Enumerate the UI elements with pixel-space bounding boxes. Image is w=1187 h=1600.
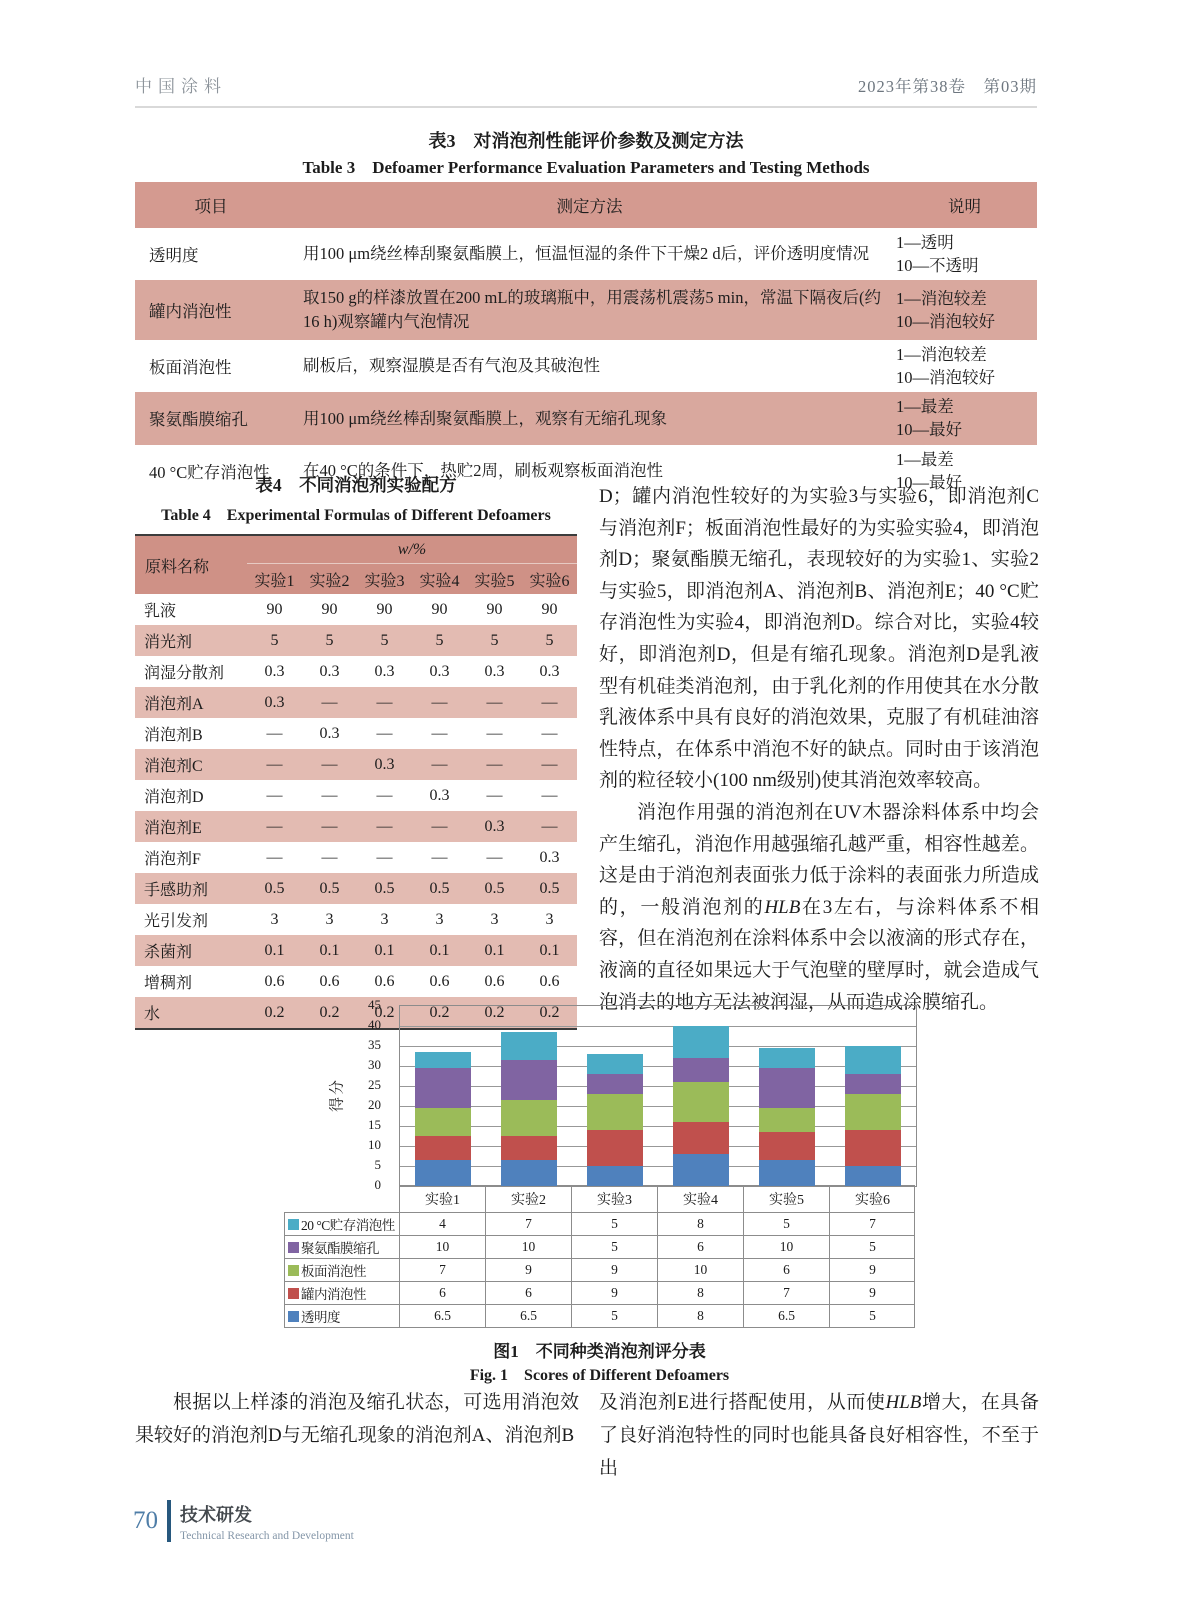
value-cell: 0.2	[484, 1003, 505, 1021]
value-cell: 0.5	[429, 879, 450, 897]
gridline	[400, 1086, 916, 1087]
value-cell: —	[376, 786, 393, 804]
material-name-cell: 润湿分散剂	[144, 665, 225, 682]
issue-info: 2023年第38卷 第03期	[858, 77, 1037, 96]
value-cell: 0.6	[539, 972, 560, 990]
value-cell: —	[541, 786, 558, 804]
article-paragraph	[599, 1386, 1039, 1485]
table4-row	[135, 904, 577, 935]
note-line: 1—消泡较差	[896, 345, 987, 365]
y-axis-title: 得分	[329, 1077, 346, 1113]
value-cell: 0.5	[319, 879, 340, 897]
value-cell: 0.3	[539, 662, 560, 680]
value-cell: —	[486, 724, 503, 742]
weight-percent-header: w/%	[247, 535, 577, 564]
material-name-cell: 乳液	[144, 603, 177, 620]
value-cell: —	[266, 755, 283, 773]
legend-label: 透明度	[284, 1304, 399, 1327]
figure-caption-en: Fig. 1 Scores of Different Defoamers	[469, 1367, 730, 1384]
material-name-cell: 消泡剂D	[144, 789, 204, 806]
chart-column-header: 实验6	[829, 1185, 915, 1212]
value-cell: 3	[325, 910, 334, 928]
table3-title-en: Table 3 Defoamer Performance Evaluation Parameters and Testing Methods	[302, 158, 870, 177]
material-name-cell: 增稠剂	[144, 975, 193, 992]
value-cell: 0.1	[264, 941, 285, 959]
article-paragraph	[135, 1386, 579, 1452]
chart-value-cell: 5	[829, 1235, 915, 1258]
value-cell: —	[266, 848, 283, 866]
raw-material-header: 原料名称	[135, 535, 247, 594]
value-cell: 0.3	[319, 662, 340, 680]
page-footer	[133, 1500, 354, 1542]
note-line: 10—最好	[896, 420, 962, 440]
value-cell: 0.6	[264, 972, 285, 990]
value-cell: 0.1	[539, 941, 560, 959]
chart-value-cell: 10	[743, 1235, 829, 1258]
value-cell: 3	[380, 910, 389, 928]
y-tick-label: 0	[374, 1177, 381, 1192]
value-cell: 0.3	[429, 662, 450, 680]
legend-swatch	[288, 1265, 299, 1276]
article-bottom-left	[135, 1386, 579, 1452]
material-name-cell: 消泡剂F	[144, 851, 201, 868]
note-line: 10—消泡较好	[896, 368, 995, 388]
note-cell	[892, 392, 1037, 444]
value-cell: 0.6	[484, 972, 505, 990]
table4-row	[135, 966, 577, 997]
y-tick-label: 25	[368, 1077, 381, 1092]
item-cell: 40 °C贮存消泡性	[149, 462, 270, 482]
bar-segment	[759, 1048, 815, 1068]
bar-segment	[501, 1136, 557, 1160]
material-name-cell: 消泡剂E	[144, 820, 202, 837]
bar-segment	[845, 1130, 901, 1166]
bar-segment	[673, 1058, 729, 1082]
value-cell: 3	[435, 910, 444, 928]
page-header	[135, 72, 1037, 108]
chart-value-cell: 4	[399, 1212, 485, 1235]
value-cell: —	[376, 817, 393, 835]
gridline	[400, 1066, 916, 1067]
material-name-cell: 光引发剂	[144, 913, 209, 930]
table4-row	[135, 594, 577, 625]
bar-segment	[415, 1136, 471, 1160]
chart-value-cell: 6.5	[743, 1304, 829, 1327]
y-tick-label: 15	[368, 1117, 381, 1132]
value-cell: 90	[376, 600, 393, 618]
page-number: 70	[133, 1507, 158, 1534]
gridline	[400, 1026, 916, 1027]
value-cell: 0.3	[374, 755, 395, 773]
experiment-header: 实验3	[357, 564, 412, 595]
footer-section	[180, 1501, 354, 1542]
material-name-cell: 水	[144, 1006, 161, 1023]
value-cell: 5	[435, 631, 444, 649]
legend-label: 板面消泡性	[284, 1258, 399, 1281]
gridline	[400, 1126, 916, 1127]
table4	[135, 534, 577, 1030]
value-cell: —	[321, 693, 338, 711]
chart-value-cell: 9	[571, 1281, 657, 1304]
value-cell: 0.2	[319, 1003, 340, 1021]
bar-segment	[759, 1068, 815, 1108]
chart-value-cell: 10	[399, 1235, 485, 1258]
legend-label: 罐内消泡性	[284, 1281, 399, 1304]
journal-name: 中国涂料	[135, 77, 227, 96]
table4-title-cn: 表4 不同消泡剂实验配方	[255, 475, 457, 495]
value-cell: —	[321, 786, 338, 804]
method-cell: 用100 μm绕丝棒刮聚氨酯膜上，恒温恒湿的条件下干燥2 d后，评价透明度情况	[303, 244, 870, 264]
chart-column-header: 实验1	[399, 1185, 485, 1212]
value-cell: —	[321, 817, 338, 835]
item-cell: 板面消泡性	[149, 358, 232, 378]
y-tick-label: 20	[368, 1097, 381, 1112]
value-cell: —	[321, 755, 338, 773]
bar-segment	[501, 1160, 557, 1186]
chart-column-header: 实验2	[485, 1185, 571, 1212]
bar-segment	[501, 1032, 557, 1060]
chart-value-cell: 7	[399, 1258, 485, 1281]
material-name-cell: 消泡剂A	[144, 696, 204, 713]
value-cell: —	[486, 786, 503, 804]
table3-header-item: 项目	[135, 182, 287, 228]
section-title-en: Technical Research and Development	[180, 1529, 354, 1542]
bar-segment	[845, 1166, 901, 1186]
value-cell: 0.6	[374, 972, 395, 990]
bar-segment	[501, 1060, 557, 1100]
value-cell: 0.3	[484, 662, 505, 680]
value-cell: 0.3	[429, 786, 450, 804]
value-cell: 5	[545, 631, 554, 649]
value-cell: 0.3	[539, 848, 560, 866]
value-cell: 5	[490, 631, 499, 649]
bar-segment	[673, 1154, 729, 1186]
value-cell: —	[486, 693, 503, 711]
value-cell: 5	[325, 631, 334, 649]
y-tick-label: 30	[368, 1057, 381, 1072]
chart-value-cell: 7	[485, 1212, 571, 1235]
chart-value-cell: 10	[657, 1258, 743, 1281]
table4-row	[135, 780, 577, 811]
chart-value-cell: 6	[485, 1281, 571, 1304]
value-cell: 3	[270, 910, 279, 928]
value-cell: —	[541, 817, 558, 835]
bar-segment	[673, 1082, 729, 1122]
value-cell: —	[486, 755, 503, 773]
item-cell: 透明度	[149, 246, 199, 266]
note-line: 10—消泡较好	[896, 312, 995, 332]
figure-caption-cn: 图1 不同种类消泡剂评分表	[493, 1342, 706, 1361]
note-line: 10—不透明	[896, 256, 979, 276]
chart-value-cell: 8	[657, 1304, 743, 1327]
legend-swatch	[288, 1288, 299, 1299]
note-line: 1—最差	[896, 397, 954, 417]
table4-row	[135, 749, 577, 780]
figure-1	[284, 997, 915, 1328]
value-cell: 0.1	[429, 941, 450, 959]
table4-title-en: Table 4 Experimental Formulas of Different Defoamers	[161, 507, 551, 524]
bar-segment	[415, 1068, 471, 1108]
value-cell: —	[266, 817, 283, 835]
bar-segment	[587, 1074, 643, 1094]
value-cell: —	[431, 724, 448, 742]
value-cell: —	[541, 755, 558, 773]
chart-value-cell: 5	[571, 1304, 657, 1327]
experiment-header: 实验1	[247, 564, 302, 595]
value-cell: 0.2	[539, 1003, 560, 1021]
paragraph-text: 及消泡剂E进行搭配使用，从而使	[599, 1392, 886, 1413]
legend-label: 聚氨酯膜缩孔	[284, 1235, 399, 1258]
hlb-term: HLB	[764, 896, 801, 918]
value-cell: —	[486, 848, 503, 866]
bar-segment	[673, 1026, 729, 1058]
value-cell: 0.5	[539, 879, 560, 897]
chart-value-cell: 6	[743, 1258, 829, 1281]
y-tick-label: 5	[374, 1157, 381, 1172]
value-cell: 90	[266, 600, 283, 618]
bar-segment	[845, 1094, 901, 1130]
paragraph-text: 在3左右，与涂料体系不相容，但在消泡剂在涂料体系中会以液滴的形式存在，液滴的直径如果远大于气泡壁的壁厚时，就会造成气泡消去的地方无法被润湿，从而造成涂膜缩孔。	[599, 896, 1039, 1013]
article-paragraph	[599, 481, 1039, 797]
bar-segment	[845, 1046, 901, 1074]
bar-segment	[587, 1166, 643, 1186]
table3-row	[135, 228, 1037, 280]
value-cell: 0.1	[319, 941, 340, 959]
legend-swatch	[288, 1242, 299, 1253]
note-cell	[892, 280, 1037, 340]
y-axis-ticks	[284, 997, 389, 1192]
table4-row	[135, 935, 577, 966]
value-cell: 90	[541, 600, 558, 618]
gridline	[400, 1106, 916, 1107]
material-name-cell: 消泡剂B	[144, 727, 203, 744]
chart-column-header: 实验4	[657, 1185, 743, 1212]
table4-row	[135, 656, 577, 687]
note-line: 10—最好	[896, 472, 962, 492]
table4-header-row1	[135, 535, 577, 564]
value-cell: —	[541, 693, 558, 711]
footer-divider	[167, 1500, 171, 1542]
chart-value-cell: 8	[657, 1212, 743, 1235]
table3-row	[135, 280, 1037, 340]
chart-value-cell: 9	[829, 1281, 915, 1304]
experiment-header: 实验5	[467, 564, 522, 595]
table3	[135, 182, 1037, 497]
item-cell: 罐内消泡性	[149, 302, 232, 322]
legend-label: 20 °C贮存消泡性	[284, 1212, 399, 1235]
article-right-column	[599, 481, 1039, 1018]
bar-segment	[587, 1094, 643, 1130]
value-cell: 0.2	[374, 1003, 395, 1021]
legend-swatch	[288, 1311, 299, 1322]
bar-segment	[415, 1052, 471, 1068]
chart-value-cell: 5	[571, 1212, 657, 1235]
item-cell: 聚氨酯膜缩孔	[149, 410, 248, 430]
table4-row	[135, 842, 577, 873]
experiment-header: 实验2	[302, 564, 357, 595]
value-cell: 5	[380, 631, 389, 649]
chart-value-cell: 9	[485, 1258, 571, 1281]
table4-row	[135, 811, 577, 842]
value-cell: —	[541, 724, 558, 742]
chart-data-table	[284, 1185, 915, 1328]
hlb-term: HLB	[885, 1392, 922, 1413]
note-line: 1—消泡较差	[896, 289, 987, 309]
bar-segment	[759, 1108, 815, 1132]
value-cell: 3	[545, 910, 554, 928]
note-cell	[892, 228, 1037, 280]
value-cell: —	[376, 693, 393, 711]
table4-block	[135, 472, 577, 1030]
value-cell: 0.3	[264, 662, 285, 680]
table3-row	[135, 392, 1037, 444]
bar-segment	[501, 1100, 557, 1136]
chart-value-cell: 6	[657, 1235, 743, 1258]
method-cell: 用100 μm绕丝棒刮聚氨酯膜上，观察有无缩孔现象	[303, 408, 668, 428]
chart-column-header: 实验3	[571, 1185, 657, 1212]
y-tick-label: 40	[368, 1017, 381, 1032]
y-tick-label: 45	[368, 997, 381, 1012]
table4-row	[135, 687, 577, 718]
chart-value-cell: 6.5	[399, 1304, 485, 1327]
value-cell: —	[376, 848, 393, 866]
method-cell: 刷板后，观察湿膜是否有气泡及其破泡性	[303, 356, 600, 376]
table4-row	[135, 873, 577, 904]
paragraph-text: 消泡作用强的消泡剂在UV木器涂料体系中均会产生缩孔，消泡作用越强缩孔越严重，相容性越差。这是由于消泡剂表面张力低于涂料的表面张力所造成的，一般消泡剂的	[599, 801, 1039, 918]
bar-segment	[587, 1054, 643, 1074]
value-cell: 90	[321, 600, 338, 618]
value-cell: —	[266, 724, 283, 742]
table3-title-cn: 表3 对消泡剂性能评价参数及测定方法	[428, 131, 744, 151]
value-cell: 0.2	[264, 1003, 285, 1021]
value-cell: 0.3	[374, 662, 395, 680]
bar-segment	[759, 1160, 815, 1186]
value-cell: 0.2	[429, 1003, 450, 1021]
value-cell: 3	[490, 910, 499, 928]
table4-row	[135, 625, 577, 656]
table3-header-row	[135, 182, 1037, 228]
chart-value-cell: 9	[829, 1258, 915, 1281]
legend-swatch	[288, 1219, 299, 1230]
experiment-header: 实验4	[412, 564, 467, 595]
chart-value-cell: 10	[485, 1235, 571, 1258]
note-line: 1—透明	[896, 233, 954, 252]
section-title-cn: 技术研发	[180, 1504, 252, 1525]
note-cell	[892, 340, 1037, 392]
chart-value-cell: 5	[743, 1212, 829, 1235]
bar-segment	[587, 1130, 643, 1166]
gridline	[400, 1146, 916, 1147]
paragraph-text: 增大，在具备了良好消泡特性的同时也能具备良好相容性，不至于出	[599, 1392, 1039, 1479]
table3-row	[135, 340, 1037, 392]
chart-column-header: 实验5	[743, 1185, 829, 1212]
value-cell: 0.3	[264, 693, 285, 711]
value-cell: 0.3	[484, 817, 505, 835]
chart-value-cell: 9	[571, 1258, 657, 1281]
chart-value-cell: 7	[829, 1212, 915, 1235]
material-name-cell: 杀菌剂	[144, 944, 193, 961]
value-cell: 0.5	[264, 879, 285, 897]
value-cell: —	[376, 724, 393, 742]
score-chart	[284, 997, 915, 1192]
material-name-cell: 消泡剂C	[144, 758, 203, 775]
value-cell: 0.5	[374, 879, 395, 897]
value-cell: 0.3	[319, 724, 340, 742]
bar-segment	[759, 1132, 815, 1160]
method-cell: 取150 g的样漆放置在200 mL的玻璃瓶中，用震荡机震荡5 min，常温下隔夜后(约16 h)观察罐内气泡情况	[303, 288, 881, 332]
bar-segment	[415, 1108, 471, 1136]
experiment-header: 实验6	[522, 564, 577, 595]
article-bottom-right	[599, 1386, 1039, 1485]
value-cell: 5	[270, 631, 279, 649]
value-cell: 0.5	[484, 879, 505, 897]
value-cell: 0.6	[429, 972, 450, 990]
chart-value-cell: 8	[657, 1281, 743, 1304]
table4-row	[135, 718, 577, 749]
chart-value-cell: 5	[829, 1304, 915, 1327]
value-cell: —	[431, 848, 448, 866]
gridline	[400, 1046, 916, 1047]
table3-header-method: 测定方法	[287, 182, 892, 228]
bar-segment	[673, 1122, 729, 1154]
value-cell: 0.1	[484, 941, 505, 959]
value-cell: —	[431, 817, 448, 835]
chart-value-cell: 5	[571, 1235, 657, 1258]
value-cell: —	[266, 786, 283, 804]
chart-value-cell: 6	[399, 1281, 485, 1304]
value-cell: —	[431, 693, 448, 711]
value-cell: 90	[486, 600, 503, 618]
paragraph-text: D；罐内消泡性较好的为实验3与实验6，即消泡剂C与消泡剂F；板面消泡性最好的为实验实验4，即消泡剂D；聚氨酯膜无缩孔，表现较好的为实验1、实验2与实验5，即消泡剂A、消泡剂B、消泡剂E；40 °C贮存消泡性为实验4，即消泡剂D。综合对比，实验4较好，即消泡剂D，但是有缩孔现象。消泡剂D是乳液型有机硅类消泡剂，由于乳化剂的作用使其在水分散乳液体系中具有良好的消泡效果，克服了有机硅油溶性特点，在体系中消泡不好的缺点。同时由于该消泡剂的粒径较小(100 nm级别)使其消泡效率较高。	[599, 486, 1039, 792]
gridline	[400, 1166, 916, 1167]
method-cell: 在40 °C的条件下，热贮2周，刷板观察板面消泡性	[303, 460, 663, 480]
table3-header-note: 说明	[892, 182, 1037, 228]
value-cell: 0.6	[319, 972, 340, 990]
chart-value-cell: 7	[743, 1281, 829, 1304]
y-tick-label: 10	[368, 1137, 381, 1152]
value-cell: 90	[431, 600, 448, 618]
material-name-cell: 手感助剂	[144, 882, 209, 899]
article-paragraph	[599, 797, 1039, 1018]
chart-value-cell: 6.5	[485, 1304, 571, 1327]
paragraph-text: 根据以上样漆的消泡及缩孔状态，可选用消泡效果较好的消泡剂D与无缩孔现象的消泡剂A、消泡剂B	[135, 1392, 579, 1446]
material-name-cell: 消光剂	[144, 634, 193, 651]
bar-segment	[415, 1160, 471, 1186]
note-line: 1—最差	[896, 449, 954, 469]
bar-segment	[845, 1074, 901, 1094]
y-tick-label: 35	[368, 1037, 381, 1052]
value-cell: 0.1	[374, 941, 395, 959]
plot-area	[399, 1005, 917, 1187]
value-cell: —	[431, 755, 448, 773]
value-cell: —	[321, 848, 338, 866]
